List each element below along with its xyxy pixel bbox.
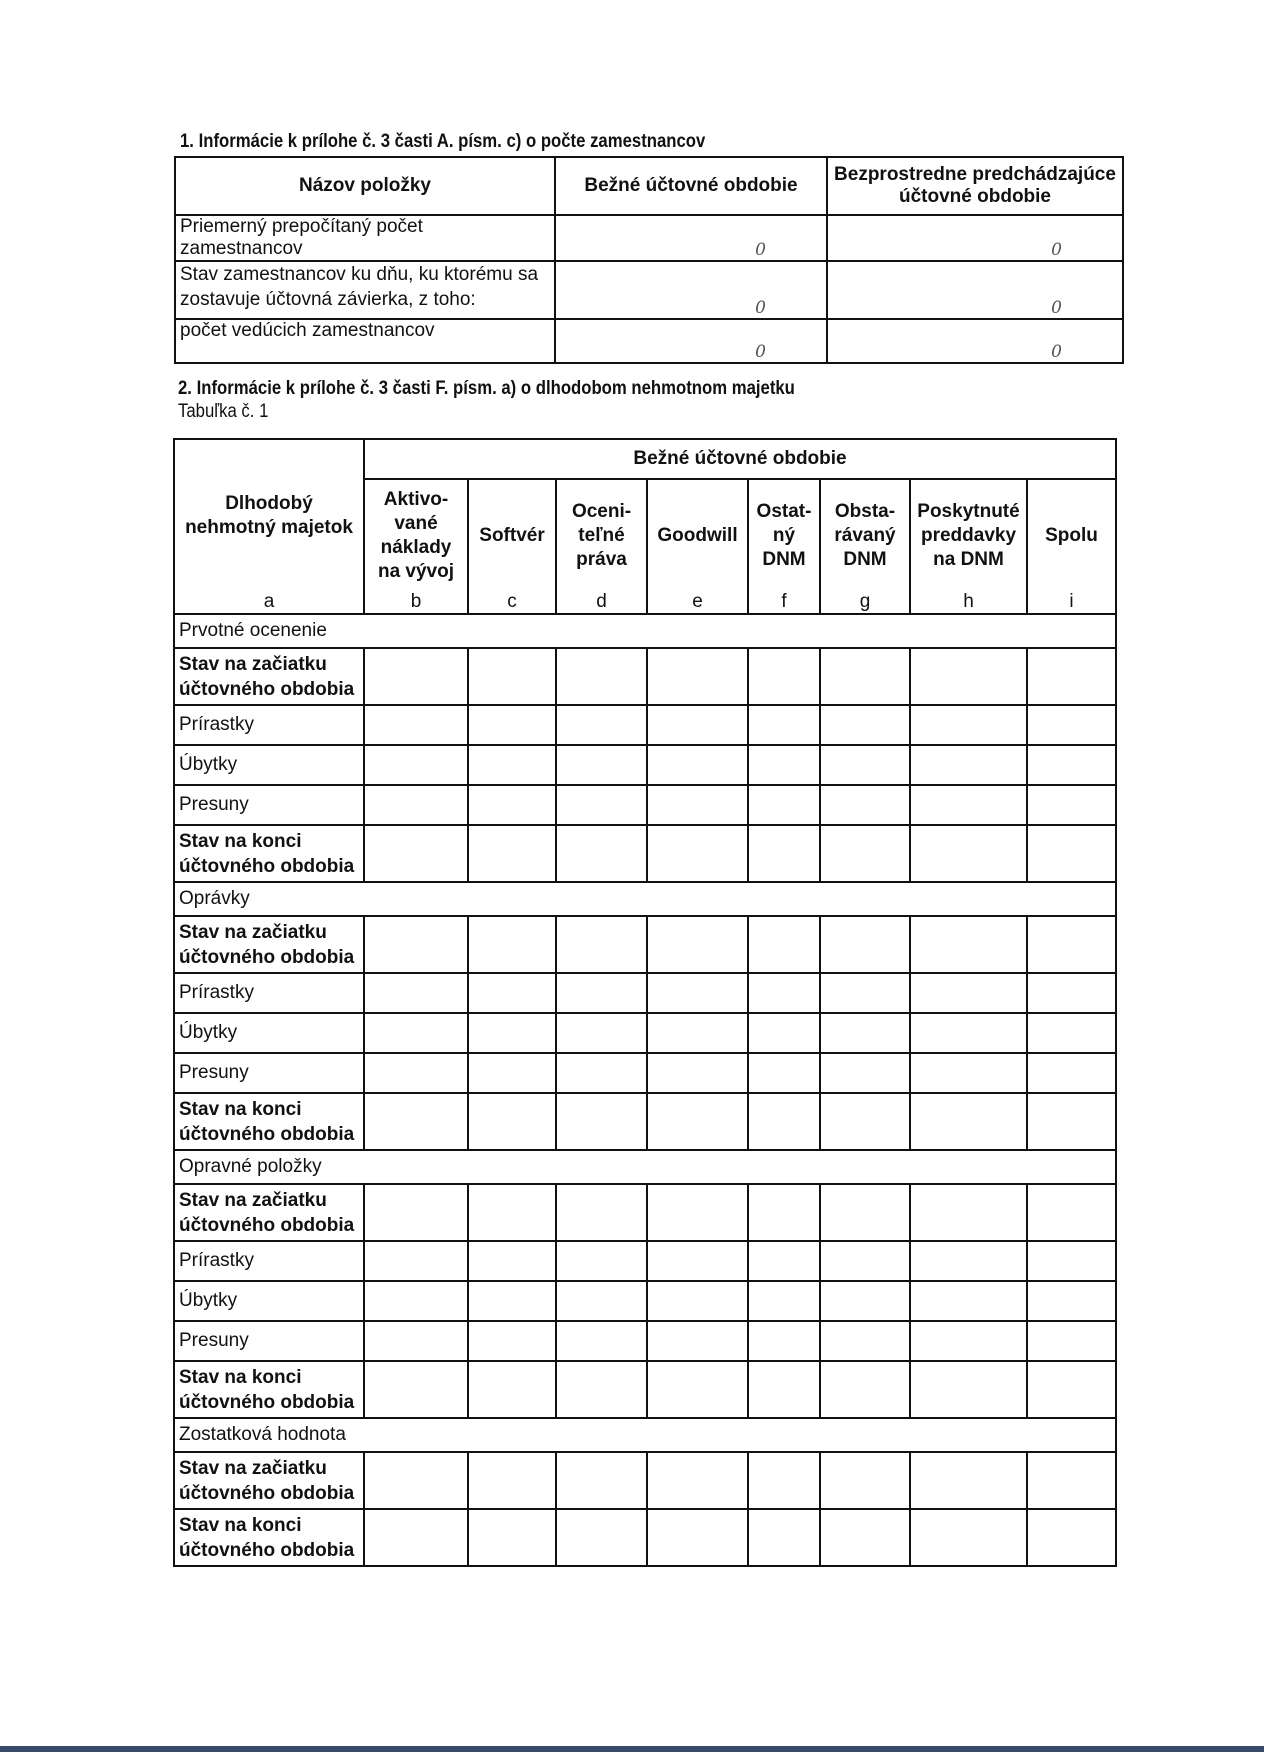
table-row	[174, 745, 1116, 785]
section-row	[174, 882, 1116, 916]
value-cell	[910, 973, 1027, 1013]
value-cell	[468, 745, 556, 785]
column-header: Spolu	[1027, 479, 1116, 591]
row-label: Presuny	[174, 1321, 364, 1361]
value-cell	[748, 745, 820, 785]
employees-table	[174, 156, 1124, 364]
value-cell	[468, 973, 556, 1013]
column-letter: f	[748, 591, 820, 614]
row-label: Prírastky	[174, 705, 364, 745]
value-cell	[364, 1321, 468, 1361]
value-cell	[748, 1321, 820, 1361]
value-cell	[820, 648, 910, 705]
value-cell	[820, 1241, 910, 1281]
value-cell	[748, 825, 820, 882]
table-row	[174, 785, 1116, 825]
group-header: Bežné účtovné obdobie	[364, 439, 1116, 479]
value-cell	[364, 973, 468, 1013]
value-cell	[820, 1321, 910, 1361]
previous-value: 0	[827, 319, 1123, 363]
value-cell	[748, 916, 820, 973]
row-label: počet vedúcich zamestnancov	[175, 319, 555, 363]
value-cell	[910, 745, 1027, 785]
value-cell	[910, 1509, 1027, 1566]
value-cell	[1027, 1321, 1116, 1361]
value-cell	[820, 1013, 910, 1053]
value-cell	[556, 973, 647, 1013]
section-title: Opravné položky	[174, 1150, 1116, 1184]
value-cell	[820, 1184, 910, 1241]
value-cell	[1027, 1241, 1116, 1281]
row-label: Prírastky	[174, 973, 364, 1013]
value-cell	[1027, 1093, 1116, 1150]
row-label: Úbytky	[174, 1281, 364, 1321]
value-cell	[468, 1281, 556, 1321]
row-label: Prírastky	[174, 1241, 364, 1281]
value-cell	[468, 1321, 556, 1361]
value-cell	[364, 705, 468, 745]
row-label: Presuny	[174, 785, 364, 825]
section-row	[174, 1150, 1116, 1184]
table-row	[174, 1053, 1116, 1093]
value-cell	[556, 1281, 647, 1321]
row-label: Úbytky	[174, 1013, 364, 1053]
value-cell	[1027, 1013, 1116, 1053]
table-row	[174, 1361, 1116, 1418]
section-title: Prvotné ocenenie	[174, 614, 1116, 648]
row-label: Stav na začiatku účtovného obdobia	[174, 1452, 364, 1509]
current-value: 0	[555, 215, 827, 261]
value-cell	[910, 1361, 1027, 1418]
value-cell	[468, 648, 556, 705]
value-cell	[820, 825, 910, 882]
row-label: Presuny	[174, 1053, 364, 1093]
value-cell	[820, 705, 910, 745]
value-cell	[820, 916, 910, 973]
value-cell	[820, 973, 910, 1013]
value-cell	[647, 1509, 748, 1566]
value-cell	[820, 785, 910, 825]
table-row	[174, 825, 1116, 882]
value-cell	[748, 648, 820, 705]
value-cell	[1027, 973, 1116, 1013]
value-cell	[1027, 785, 1116, 825]
value-cell	[364, 785, 468, 825]
value-cell	[468, 1013, 556, 1053]
value-cell	[1027, 1452, 1116, 1509]
row-label: Stav zamestnancov ku dňu, ku ktorému sa zostavuje účtovná závierka, z toho:	[175, 261, 555, 319]
value-cell	[556, 648, 647, 705]
value-cell	[647, 973, 748, 1013]
value-cell	[748, 785, 820, 825]
table-row	[174, 705, 1116, 745]
column-letter: c	[468, 591, 556, 614]
value-cell	[364, 1013, 468, 1053]
current-value: 0	[555, 261, 827, 319]
value-cell	[748, 1184, 820, 1241]
value-cell	[556, 1241, 647, 1281]
table-row	[175, 319, 1123, 363]
value-cell	[364, 1184, 468, 1241]
column-header: Softvér	[468, 479, 556, 591]
row-label: Stav na konci účtovného obdobia	[174, 825, 364, 882]
value-cell	[910, 825, 1027, 882]
value-cell	[556, 1053, 647, 1093]
row-header: Dlhodobý nehmotný majetok	[174, 439, 364, 591]
value-cell	[820, 1361, 910, 1418]
value-cell	[748, 1452, 820, 1509]
value-cell	[556, 745, 647, 785]
row-label: Stav na začiatku účtovného obdobia	[174, 1184, 364, 1241]
table-label: Tabuľka č. 1	[178, 401, 269, 422]
column-header: Aktivo-vané náklady na vývoj	[364, 479, 468, 591]
value-cell	[910, 648, 1027, 705]
previous-value: 0	[827, 215, 1123, 261]
column-header: Goodwill	[647, 479, 748, 591]
value-cell	[468, 705, 556, 745]
row-label: Stav na začiatku účtovného obdobia	[174, 648, 364, 705]
value-cell	[748, 1053, 820, 1093]
table-row	[174, 1013, 1116, 1053]
column-letter: i	[1027, 591, 1116, 614]
value-cell	[647, 1053, 748, 1093]
value-cell	[910, 1452, 1027, 1509]
value-cell	[748, 973, 820, 1013]
table-row	[174, 1241, 1116, 1281]
value-cell	[364, 648, 468, 705]
value-cell	[468, 825, 556, 882]
table-row	[174, 916, 1116, 973]
value-cell	[556, 1321, 647, 1361]
table-row	[175, 261, 1123, 319]
value-cell	[364, 916, 468, 973]
value-cell	[556, 1361, 647, 1418]
value-cell	[647, 1321, 748, 1361]
value-cell	[647, 705, 748, 745]
value-cell	[910, 1184, 1027, 1241]
value-cell	[647, 1361, 748, 1418]
column-letter: g	[820, 591, 910, 614]
value-cell	[910, 916, 1027, 973]
value-cell	[748, 1241, 820, 1281]
column-letter: a	[174, 591, 364, 614]
value-cell	[468, 1241, 556, 1281]
row-label: Stav na konci účtovného obdobia	[174, 1509, 364, 1566]
value-cell	[556, 705, 647, 745]
table-row	[174, 1321, 1116, 1361]
value-cell	[647, 648, 748, 705]
value-cell	[364, 1093, 468, 1150]
value-cell	[468, 1093, 556, 1150]
value-cell	[647, 1184, 748, 1241]
value-cell	[556, 1013, 647, 1053]
column-header: Poskytnuté preddavky na DNM	[910, 479, 1027, 591]
value-cell	[647, 1452, 748, 1509]
column-header: Ostat-ný DNM	[748, 479, 820, 591]
value-cell	[910, 1093, 1027, 1150]
section-row	[174, 614, 1116, 648]
column-letter: e	[647, 591, 748, 614]
row-label: Stav na konci účtovného obdobia	[174, 1361, 364, 1418]
value-cell	[364, 1509, 468, 1566]
table-row	[174, 1509, 1116, 1566]
value-cell	[910, 1013, 1027, 1053]
section1-heading: 1. Informácie k prílohe č. 3 časti A. písm. c) o počte zamestnancov	[180, 131, 706, 152]
value-cell	[468, 1184, 556, 1241]
value-cell	[748, 1361, 820, 1418]
value-cell	[556, 1184, 647, 1241]
value-cell	[468, 1509, 556, 1566]
value-cell	[820, 1053, 910, 1093]
value-cell	[364, 825, 468, 882]
value-cell	[364, 1452, 468, 1509]
value-cell	[556, 1452, 647, 1509]
value-cell	[556, 916, 647, 973]
value-cell	[1027, 1184, 1116, 1241]
column-letter: b	[364, 591, 468, 614]
value-cell	[820, 745, 910, 785]
row-label: Stav na začiatku účtovného obdobia	[174, 916, 364, 973]
value-cell	[1027, 825, 1116, 882]
table-row	[175, 215, 1123, 261]
table-row	[174, 1184, 1116, 1241]
value-cell	[556, 1093, 647, 1150]
column-header: Oceni-teľné práva	[556, 479, 647, 591]
value-cell	[748, 1093, 820, 1150]
value-cell	[556, 1509, 647, 1566]
column-header: Obsta-rávaný DNM	[820, 479, 910, 591]
value-cell	[910, 1053, 1027, 1093]
value-cell	[1027, 745, 1116, 785]
value-cell	[910, 1281, 1027, 1321]
value-cell	[910, 1241, 1027, 1281]
value-cell	[820, 1093, 910, 1150]
table-row	[174, 1093, 1116, 1150]
section2-heading: 2. Informácie k prílohe č. 3 časti F. písm. a) o dlhodobom nehmotnom majetku	[178, 378, 795, 399]
scan-edge	[0, 1746, 1264, 1752]
value-cell	[820, 1509, 910, 1566]
value-cell	[748, 1013, 820, 1053]
table-row	[174, 1281, 1116, 1321]
value-cell	[748, 1509, 820, 1566]
value-cell	[748, 705, 820, 745]
value-cell	[364, 1361, 468, 1418]
table-row	[174, 1452, 1116, 1509]
value-cell	[556, 825, 647, 882]
value-cell	[820, 1281, 910, 1321]
value-cell	[820, 1452, 910, 1509]
column-letter: h	[910, 591, 1027, 614]
col-header-name: Názov položky	[175, 157, 555, 215]
value-cell	[910, 705, 1027, 745]
value-cell	[1027, 648, 1116, 705]
value-cell	[647, 916, 748, 973]
value-cell	[364, 1241, 468, 1281]
value-cell	[1027, 916, 1116, 973]
value-cell	[748, 1281, 820, 1321]
row-label: Stav na konci účtovného obdobia	[174, 1093, 364, 1150]
table-row	[174, 973, 1116, 1013]
row-label: Priemerný prepočítaný počet zamestnancov	[175, 215, 555, 261]
value-cell	[468, 785, 556, 825]
value-cell	[647, 1093, 748, 1150]
value-cell	[910, 1321, 1027, 1361]
value-cell	[647, 745, 748, 785]
value-cell	[364, 745, 468, 785]
table-row	[174, 648, 1116, 705]
value-cell	[647, 825, 748, 882]
value-cell	[556, 785, 647, 825]
value-cell	[1027, 1053, 1116, 1093]
value-cell	[647, 785, 748, 825]
current-value: 0	[555, 319, 827, 363]
value-cell	[647, 1281, 748, 1321]
value-cell	[1027, 1509, 1116, 1566]
row-label: Úbytky	[174, 745, 364, 785]
value-cell	[468, 1361, 556, 1418]
value-cell	[468, 1452, 556, 1509]
col-header-previous: Bezprostredne predchádzajúce účtovné obdobie	[827, 157, 1123, 215]
value-cell	[1027, 1281, 1116, 1321]
value-cell	[1027, 705, 1116, 745]
value-cell	[364, 1053, 468, 1093]
section-title: Oprávky	[174, 882, 1116, 916]
col-header-current: Bežné účtovné obdobie	[555, 157, 827, 215]
value-cell	[468, 1053, 556, 1093]
value-cell	[468, 916, 556, 973]
section-row	[174, 1418, 1116, 1452]
value-cell	[364, 1281, 468, 1321]
value-cell	[647, 1013, 748, 1053]
column-letter: d	[556, 591, 647, 614]
section-title: Zostatková hodnota	[174, 1418, 1116, 1452]
value-cell	[647, 1241, 748, 1281]
previous-value: 0	[827, 261, 1123, 319]
value-cell	[1027, 1361, 1116, 1418]
value-cell	[910, 785, 1027, 825]
intangible-assets-table	[173, 438, 1117, 1567]
